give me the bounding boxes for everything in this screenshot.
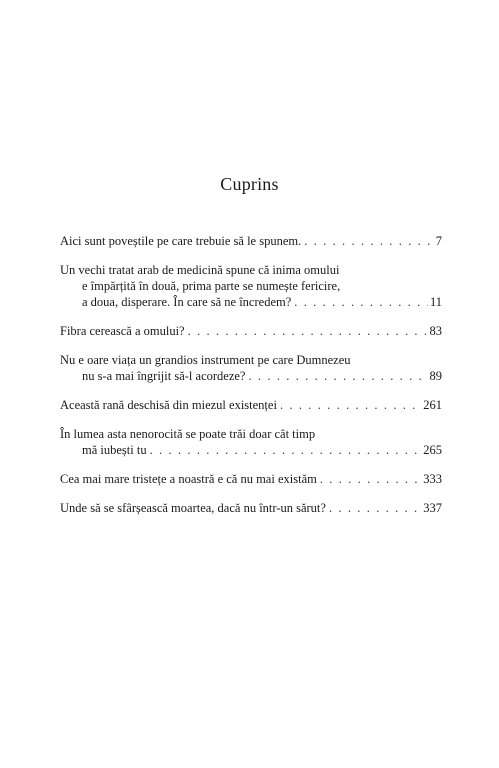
toc-page-number: 11 [429, 295, 442, 309]
dot-leader [280, 397, 421, 413]
toc-entry [60, 397, 442, 413]
toc-entry-title-continued: nu s-a mai îngrijit să-l acordeze? [82, 369, 246, 383]
toc-page-number: 89 [429, 369, 442, 383]
dot-leader [329, 500, 421, 516]
toc-entry [60, 233, 442, 249]
toc-page-number: 265 [423, 443, 442, 457]
dot-leader [150, 442, 422, 458]
toc-entry-title: Această rană deschisă din miezul existenței [60, 398, 277, 412]
dot-leader [188, 323, 428, 339]
toc-page-number: 83 [429, 324, 442, 338]
toc-entry [60, 323, 442, 339]
toc-entry-title: Aici sunt poveștile pe care trebuie să le spunem. [60, 234, 302, 248]
toc-entry-title-continued: a doua, disperare. În care să ne încredem? [82, 295, 292, 309]
page-title: Cuprins [220, 174, 279, 194]
toc-page-number: 333 [423, 472, 442, 486]
dot-leader [320, 471, 421, 487]
toc-entry-title: Cea mai mare tristețe a noastră e că nu mai existăm [60, 472, 317, 486]
toc-entry [60, 262, 442, 310]
toc-entry [60, 352, 442, 384]
toc-entry [60, 471, 442, 487]
toc-page-number: 337 [423, 501, 442, 515]
toc-page-number: 261 [423, 398, 442, 412]
toc-entry-title-continued: mă iubești tu [82, 443, 147, 457]
table-of-contents [60, 233, 442, 529]
toc-entry [60, 426, 442, 458]
dot-leader [294, 294, 428, 310]
toc-entry-title: Fibra cerească a omului? [60, 324, 185, 338]
toc-entry [60, 500, 442, 516]
dot-leader [248, 368, 427, 384]
toc-entry-title: Nu e oare viața un grandios instrument pe care Dumnezeu [60, 353, 351, 367]
toc-page-number: 7 [435, 234, 442, 248]
toc-entry-title: În lumea asta nenorocită se poate trăi doar cât timp [60, 427, 316, 441]
toc-entry-title: Unde să se sfârșească moartea, dacă nu într-un sărut? [60, 501, 326, 515]
toc-entry-title: Un vechi tratat arab de medicină spune că inima omului [60, 263, 340, 277]
toc-entry-title-continued: e împărțită în două, prima parte se numește fericire, [82, 279, 341, 293]
dot-leader [304, 233, 434, 249]
